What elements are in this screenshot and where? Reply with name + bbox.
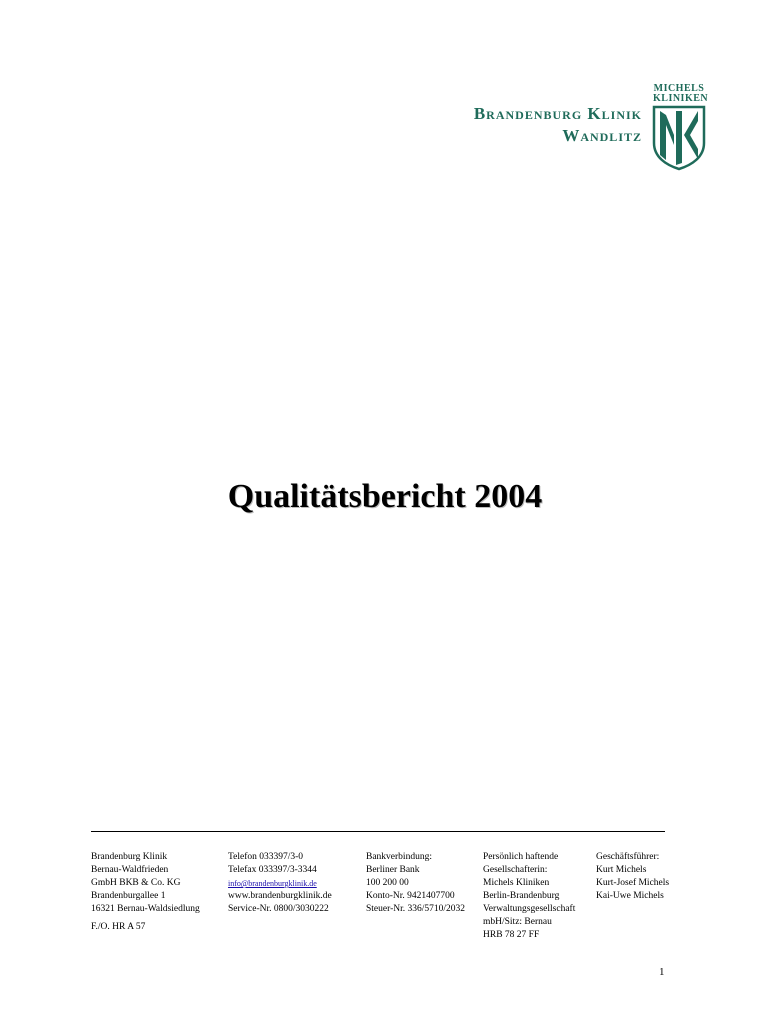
footer-line: mbH/Sitz: Bernau [483, 917, 552, 927]
footer-line: 100 200 00 [366, 878, 409, 888]
footer-company-address [91, 851, 200, 916]
footer-line: Steuer-Nr. 336/5710/2032 [366, 904, 466, 914]
footer-line: Berlin-Brandenburg [483, 891, 560, 901]
footer-register-number: F./O. HR A 57 [91, 922, 146, 932]
clinic-name-line2: Wandlitz [562, 126, 642, 145]
footer-line: Michels Kliniken [483, 878, 550, 888]
footer-line: Bankverbindung: [366, 852, 432, 862]
mk-seal-logo [652, 105, 706, 171]
footer-line: Kurt Michels [596, 865, 647, 875]
group-name-line2: KLINIKEN [653, 93, 709, 104]
footer-website: www.brandenburgklinik.de [228, 891, 332, 901]
footer-line: Konto-Nr. 9421407700 [366, 891, 455, 901]
footer-line: Persönlich haftende [483, 852, 559, 862]
footer-line: Gesellschafterin: [483, 865, 548, 875]
report-title: Qualitätsbericht 2004 [227, 478, 543, 515]
footer-management [596, 851, 669, 903]
footer-line: Brandenburg Klinik [91, 852, 168, 862]
footer-fax: Telefax 033397/3-3344 [228, 865, 317, 875]
footer-line: Bernau-Waldfrieden [91, 865, 169, 875]
footer-line: Kurt-Josef Michels [596, 878, 670, 888]
group-name [653, 83, 709, 104]
footer-line: 16321 Bernau-Waldsiedlung [91, 904, 200, 914]
footer-divider [91, 831, 665, 832]
footer-contact [228, 851, 332, 916]
footer-line: Berliner Bank [366, 865, 420, 875]
footer-phone: Telefon 033397/3-0 [228, 852, 304, 862]
footer-line: Kai-Uwe Michels [596, 891, 664, 901]
footer-line: HRB 78 27 FF [483, 930, 540, 940]
group-name-line1: MICHELS [653, 83, 705, 94]
footer-service-number: Service-Nr. 0800/3030222 [228, 904, 329, 914]
clinic-name-line1: Brandenburg Klinik [473, 104, 642, 123]
footer-bank [366, 851, 465, 916]
footer-partner [483, 851, 575, 942]
clinic-name [474, 103, 642, 147]
footer-line: Brandenburgallee 1 [91, 891, 166, 901]
footer-line: Verwaltungsgesellschaft [483, 904, 576, 914]
page-number: 1 [659, 966, 665, 978]
footer-line: GmbH BKB & Co. KG [91, 878, 181, 888]
footer-line: Geschäftsführer: [596, 852, 660, 862]
footer-email-link[interactable]: info@brandenburgklinik.de [228, 879, 317, 888]
